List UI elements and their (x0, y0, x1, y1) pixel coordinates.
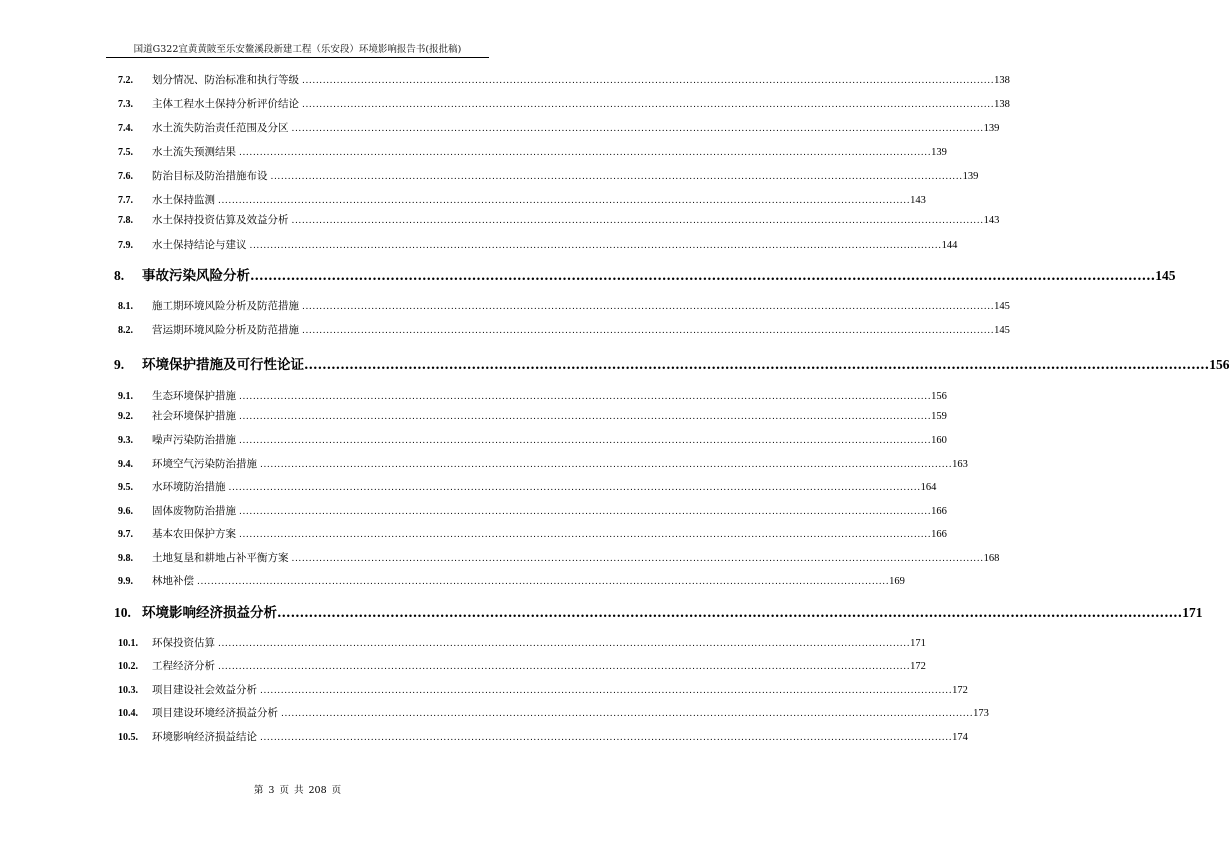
toc-entry-title: 固体废物防治措施 (152, 505, 236, 517)
toc-dot-leader: ........................................................................................................................................................................................................ (291, 554, 984, 564)
toc-section-entry[interactable] (106, 682, 968, 696)
toc-entry-title: 水土保持监测 (152, 194, 215, 206)
toc-section-entry[interactable] (106, 408, 947, 422)
toc-entry-page-number: 173 (973, 708, 989, 719)
toc-section-entry[interactable] (106, 729, 968, 743)
toc-entry-title: 林地补偿 (152, 575, 194, 587)
toc-entry-number: 9.8. (118, 553, 133, 564)
toc-entry-title: 土地复垦和耕地占补平衡方案 (152, 552, 289, 564)
toc-section-entry[interactable] (106, 72, 1010, 86)
toc-dot-leader: ........................................................................................................................................................................................................ (239, 412, 932, 422)
toc-chapter-entry[interactable] (106, 264, 1176, 284)
toc-section-entry[interactable] (106, 192, 926, 206)
toc-entry-title: 环境保护措施及可行性论证 (142, 357, 304, 373)
toc-entry-number: 10.5. (118, 732, 138, 743)
toc-section-entry[interactable] (106, 573, 905, 587)
toc-dot-leader: ........................................................................................................................................................................................................ (302, 76, 995, 86)
toc-entry-page-number: 156 (931, 391, 947, 402)
toc-section-entry[interactable] (106, 432, 947, 446)
toc-entry-title: 水土保持投资估算及效益分析 (152, 214, 289, 226)
page-header: 国道G322宜黄黄陂至乐安鳌溪段新建工程（乐安段）环境影响报告书(报批稿) (133, 44, 462, 55)
toc-entry-title: 水土流失防治责任范围及分区 (152, 122, 289, 134)
page-footer: 第 3 页 共 208 页 (253, 785, 342, 796)
toc-dot-leader: ........................................................................................................................................................................................................ (197, 577, 890, 587)
toc-entry-page-number: 144 (941, 240, 958, 251)
toc-entry-title: 划分情况、防治标准和执行等级 (152, 74, 299, 86)
toc-entry-page-number: 139 (931, 147, 947, 158)
toc-section-entry[interactable] (106, 503, 947, 517)
toc-section-entry[interactable] (106, 526, 947, 540)
toc-chapter-entry[interactable] (106, 353, 1229, 373)
toc-entry-number: 9.1. (118, 391, 133, 402)
toc-section-entry[interactable] (106, 120, 1000, 134)
toc-entry-number: 8. (114, 268, 125, 283)
toc-entry-page-number: 145 (994, 301, 1010, 312)
toc-entry-number: 7.9. (118, 240, 133, 251)
toc-section-entry[interactable] (106, 322, 1010, 336)
toc-section-entry[interactable] (106, 456, 968, 470)
toc-entry-title: 水土保持结论与建议 (152, 239, 247, 251)
toc-entry-page-number: 172 (952, 685, 968, 696)
toc-dot-leader: ........................................................................................................................................................................................................ (218, 196, 911, 206)
toc-entry-title: 环境影响经济损益结论 (152, 731, 257, 743)
toc-entry-title: 事故污染风险分析 (142, 268, 250, 284)
toc-dot-leader: ........................................................................................................................................................................................................ (281, 709, 974, 719)
toc-entry-page-number: 163 (952, 459, 968, 470)
toc-dot-leader: ........................................................................................................................................................................................................ (302, 100, 995, 110)
toc-entry-number: 9.4. (118, 459, 133, 470)
toc-dot-leader: ........................................................................................................................................................................................................ (270, 172, 963, 182)
toc-entry-page-number: 168 (983, 553, 1000, 564)
toc-section-entry[interactable] (106, 212, 1000, 226)
toc-entry-page-number: 174 (952, 732, 968, 743)
toc-entry-title: 项目建设环境经济损益分析 (152, 707, 278, 719)
toc-entry-number: 8.2. (118, 325, 133, 336)
toc-entry-number: 10. (114, 605, 131, 620)
toc-entry-number: 7.5. (118, 147, 133, 158)
toc-entry-title: 营运期环境风险分析及防范措施 (152, 324, 299, 336)
toc-entry-title: 工程经济分析 (152, 660, 215, 672)
toc-entry-page-number: 160 (931, 435, 947, 446)
toc-entry-page-number: 139 (983, 123, 1000, 134)
toc-entry-page-number: 143 (910, 195, 926, 206)
toc-entry-page-number: 171 (910, 638, 926, 649)
toc-entry-title: 环境影响经济损益分析 (142, 605, 277, 621)
toc-dot-leader: ........................................................................................................................................................................................................ (260, 460, 953, 470)
toc-section-entry[interactable] (106, 479, 937, 493)
toc-dot-leader: ........................................................................................................................................................................................................ (239, 507, 932, 517)
toc-entry-page-number: 166 (931, 529, 947, 540)
toc-section-entry[interactable] (106, 658, 926, 672)
toc-section-entry[interactable] (106, 237, 958, 251)
toc-entry-page-number: 171 (1182, 605, 1203, 620)
toc-dot-leader: ........................................................................................................................................................................................................ (260, 686, 953, 696)
toc-section-entry[interactable] (106, 550, 1000, 564)
toc-entry-title: 防治目标及防治措施布设 (152, 170, 268, 182)
toc-entry-number: 7.7. (118, 195, 133, 206)
toc-section-entry[interactable] (106, 96, 1010, 110)
toc-entry-number: 10.4. (118, 708, 138, 719)
toc-entry-page-number: 166 (931, 506, 947, 517)
table-of-contents (106, 0, 1229, 842)
toc-entry-number: 9.9. (118, 576, 133, 587)
toc-section-entry[interactable] (106, 144, 947, 158)
toc-dot-leader: ........................................................................................................................................................................................................ (249, 241, 942, 251)
toc-entry-page-number: 164 (920, 482, 937, 493)
toc-chapter-entry[interactable] (106, 601, 1203, 621)
toc-entry-title: 水土流失预测结果 (152, 146, 236, 158)
toc-entry-number: 9.6. (118, 506, 133, 517)
toc-entry-number: 9.5. (118, 482, 133, 493)
toc-entry-title: 噪声污染防治措施 (152, 434, 236, 446)
toc-entry-page-number: 169 (889, 576, 905, 587)
toc-entry-number: 9.3. (118, 435, 133, 446)
toc-entry-page-number: 138 (994, 75, 1010, 86)
toc-section-entry[interactable] (106, 388, 947, 402)
toc-entry-number: 7.8. (118, 215, 133, 226)
toc-dot-leader: ........................................................................................................................................................................................................ (239, 392, 932, 402)
toc-entry-number: 8.1. (118, 301, 133, 312)
toc-entry-title: 主体工程水土保持分析评价结论 (152, 98, 299, 110)
toc-dot-leader: ........................................................................................................................................................................................................ (304, 358, 1210, 373)
toc-dot-leader: ........................................................................................................................................................................................................ (218, 662, 911, 672)
toc-entry-number: 9. (114, 357, 125, 372)
toc-section-entry[interactable] (106, 635, 926, 649)
toc-dot-leader: ........................................................................................................................................................................................................ (218, 639, 911, 649)
toc-dot-leader: ........................................................................................................................................................................................................ (260, 733, 953, 743)
toc-entry-page-number: 172 (910, 661, 926, 672)
toc-entry-page-number: 145 (994, 325, 1010, 336)
toc-dot-leader: ........................................................................................................................................................................................................ (228, 483, 921, 493)
toc-entry-title: 基本农田保护方案 (152, 528, 236, 540)
toc-dot-leader: ........................................................................................................................................................................................................ (291, 124, 984, 134)
toc-entry-number: 7.3. (118, 99, 133, 110)
toc-entry-title: 生态环境保护措施 (152, 390, 236, 402)
toc-entry-number: 9.7. (118, 529, 133, 540)
toc-entry-page-number: 145 (1155, 268, 1176, 283)
toc-dot-leader: ........................................................................................................................................................................................................ (239, 436, 932, 446)
toc-section-entry[interactable] (106, 298, 1010, 312)
toc-dot-leader: ........................................................................................................................................................................................................ (239, 530, 932, 540)
toc-dot-leader: ........................................................................................................................................................................................................ (302, 326, 995, 336)
toc-entry-number: 10.1. (118, 638, 138, 649)
toc-dot-leader: ........................................................................................................................................................................................................ (250, 269, 1156, 284)
toc-section-entry[interactable] (106, 168, 979, 182)
toc-entry-page-number: 138 (994, 99, 1010, 110)
toc-dot-leader: ........................................................................................................................................................................................................ (302, 302, 995, 312)
toc-entry-title: 环境空气污染防治措施 (152, 458, 257, 470)
toc-entry-title: 施工期环境风险分析及防范措施 (152, 300, 299, 312)
toc-entry-title: 水环境防治措施 (152, 481, 226, 493)
toc-dot-leader: ........................................................................................................................................................................................................ (239, 148, 932, 158)
toc-entry-page-number: 156 (1209, 357, 1229, 372)
toc-entry-page-number: 143 (983, 215, 1000, 226)
toc-entry-number: 7.4. (118, 123, 133, 134)
toc-entry-title: 社会环境保护措施 (152, 410, 236, 422)
toc-entry-number: 10.2. (118, 661, 138, 672)
toc-entry-number: 7.2. (118, 75, 133, 86)
toc-entry-page-number: 139 (962, 171, 979, 182)
toc-entry-number: 10.3. (118, 685, 138, 696)
toc-dot-leader: ........................................................................................................................................................................................................ (277, 606, 1183, 621)
toc-dot-leader: ........................................................................................................................................................................................................ (291, 216, 984, 226)
toc-entry-title: 环保投资估算 (152, 637, 215, 649)
toc-entry-page-number: 159 (931, 411, 947, 422)
toc-section-entry[interactable] (106, 705, 989, 719)
toc-entry-number: 7.6. (118, 171, 133, 182)
toc-entry-number: 9.2. (118, 411, 133, 422)
toc-entry-title: 项目建设社会效益分析 (152, 684, 257, 696)
